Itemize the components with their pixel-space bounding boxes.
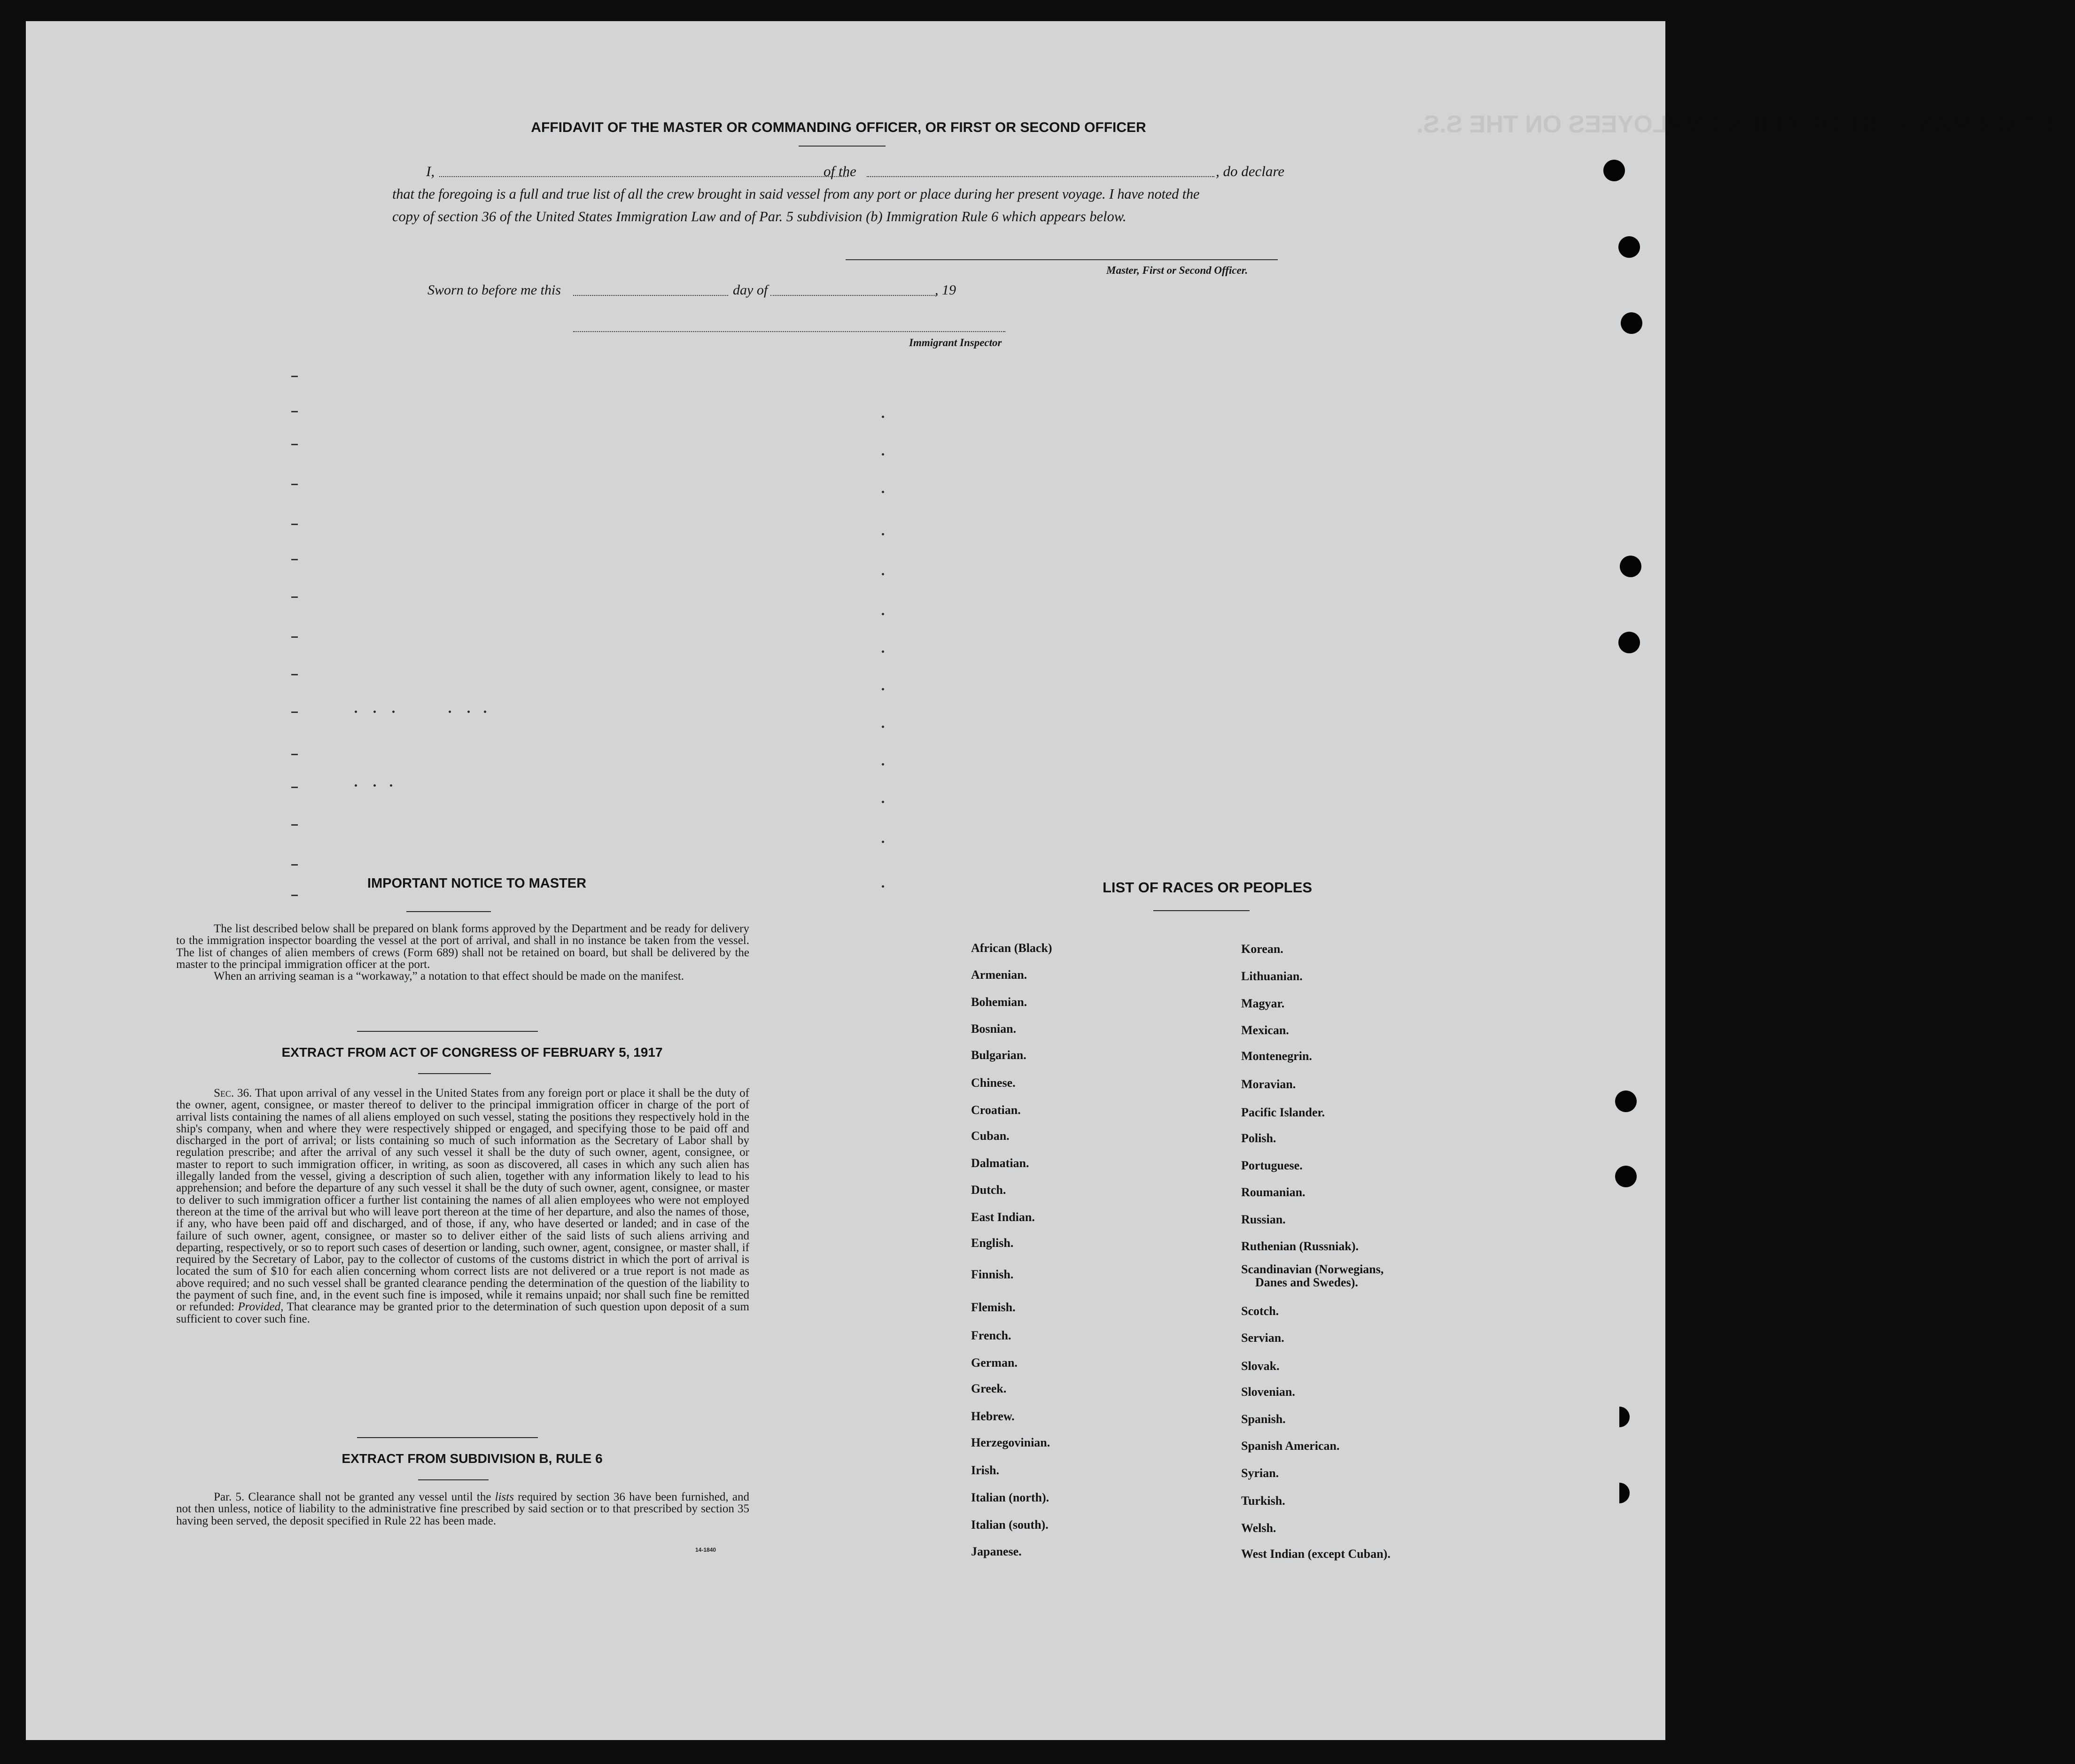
stray-dot (882, 763, 884, 766)
race-item: West Indian (except Cuban). (1241, 1547, 1391, 1561)
notice-paragraph-1: The list described below shall be prepared on blank forms approved by the Department and be ready for delivery to the immigration inspector boarding the vessel at the port of arrival, and shall in no instance be taken from the vessel. The list of changes of alien members of crews (Form 689) shall not be retained on board, but shall be delivered by the master to the principal immigration officer at the port. (176, 922, 749, 971)
stray-dot (882, 416, 884, 418)
stray-dot (390, 784, 392, 787)
notice-title-rule (406, 911, 491, 912)
race-item: Herzegovinian. (971, 1436, 1050, 1449)
affidavit-declare: , do declare (1216, 163, 1285, 179)
race-item: Spanish. (1241, 1412, 1286, 1426)
row-tick (291, 712, 298, 713)
stray-dot (882, 491, 884, 493)
stray-dot (882, 885, 884, 888)
notice-paragraph-2: When an arriving seaman is a “workaway,” a notation to that effect should be made on the manifest. (214, 970, 684, 983)
race-item: Servian. (1241, 1331, 1284, 1345)
stray-dot (355, 784, 357, 787)
act-top-rule (357, 1031, 538, 1032)
act-title-rule (418, 1073, 491, 1074)
sworn-month-field (770, 295, 937, 296)
row-tick (291, 596, 298, 598)
rule-text-b: required by section 36 have been furnished, and not then unless, notice of liability to the administrative fine prescribed by said section or to that prescribed by section 35 having been served, the deposit specified in Rule 22 has been made. (176, 1491, 749, 1527)
race-item: Turkish. (1241, 1494, 1285, 1508)
affidavit-title: AFFIDAVIT OF THE MASTER OR COMMANDING OFFICER, OR FIRST OR SECOND OFFICER (531, 120, 1146, 135)
race-item: Scotch. (1241, 1304, 1279, 1318)
act-body (176, 1087, 749, 1325)
affidavit-name-field (439, 176, 848, 177)
race-item: Ruthenian (Russniak). (1241, 1239, 1359, 1253)
stray-dot (882, 533, 884, 535)
stray-dot (355, 711, 357, 713)
rule-title-rule (418, 1479, 489, 1480)
punch-hole (1615, 1091, 1637, 1112)
punch-hole (1618, 632, 1640, 653)
document-page (26, 21, 2075, 1740)
stray-dot (882, 688, 884, 690)
stray-dot (882, 726, 884, 728)
race-item: Croatian. (971, 1103, 1021, 1117)
race-item: Bohemian. (971, 995, 1027, 1009)
act-title: EXTRACT FROM ACT OF CONGRESS OF FEBRUARY 5, 1917 (281, 1045, 663, 1060)
race-item: Italian (north). (971, 1491, 1049, 1504)
row-tick (291, 674, 298, 675)
rule-title: EXTRACT FROM SUBDIVISION B, RULE 6 (342, 1451, 603, 1466)
row-tick (291, 636, 298, 638)
race-item: Bulgarian. (971, 1048, 1026, 1062)
race-item: Moravian. (1241, 1077, 1296, 1091)
row-tick (291, 787, 298, 788)
stray-dot (449, 711, 451, 713)
race-item: Russian. (1241, 1213, 1286, 1226)
race-item: Bosnian. (971, 1022, 1017, 1036)
punch-hole (1603, 160, 1625, 181)
race-item: Mexican. (1241, 1023, 1289, 1037)
row-tick (291, 376, 298, 377)
act-section-label: Sec. 36. (214, 1087, 252, 1099)
race-item: Scandinavian (Norwegians, (1241, 1262, 1384, 1276)
stray-dot (882, 841, 884, 843)
race-item: Greek. (971, 1382, 1007, 1395)
row-tick (291, 559, 298, 560)
race-item: Slovak. (1241, 1359, 1280, 1373)
race-item: Lithuanian. (1241, 969, 1303, 983)
rule-text-a: Par. 5. Clearance shall not be granted any vessel until the (214, 1491, 495, 1503)
race-item: Spanish American. (1241, 1439, 1340, 1453)
race-item: Syrian. (1241, 1466, 1279, 1480)
rule-body (176, 1491, 749, 1527)
stray-dot (392, 711, 395, 713)
master-signature-line (846, 259, 1278, 260)
row-tick (291, 754, 298, 755)
inspector-caption: Immigrant Inspector (909, 337, 1002, 348)
stray-dot (882, 801, 884, 803)
punch-hole (1615, 1166, 1637, 1187)
bleed-through-text: LIST OR MANIFEST OF ALIEN EMPLOYEES ON THE S.S. (1416, 111, 2075, 138)
race-item: Roumanian. (1241, 1185, 1306, 1199)
race-item: Flemish. (971, 1300, 1016, 1314)
row-tick (291, 444, 298, 445)
master-signature-caption: Master, First or Second Officer. (1106, 264, 1248, 276)
stray-dot (882, 613, 884, 615)
race-item: Korean. (1241, 942, 1283, 956)
affidavit-vessel-field (867, 176, 1214, 177)
act-text-a: That upon arrival of any vessel in the United States from any foreign port or place it shall be the duty of the owner, agent, consignee, or master thereof to deliver to the principal immigration officer in charge of the port of arrival lists containing the names of all aliens employed on such vessel, stating the positions they respectively hold in the ship's company, when and where they were respectively shipped or engaged, and specifying those to be paid off and discharged in the port of arrival; or lists containing so much of such information as the Secretary of Labor shall by regulation prescribe; and after the arrival of any such vessel it shall be the duty of such owner, agent, consignee, or master to report to such immigration officer, in writing, as soon as discovered, all cases in which any such alien has illegally landed from the vessel, giving a description of such alien, together with any information likely to lead to his apprehension; and before the departure of any such vessel it shall be the duty of such owner, agent, consignee, or master to deliver to such immigration officer a further list containing the names of all alien employees who were not employed thereon at the time of the arrival but who will leave port thereon at the time of her departure, and also the names of those, if any, who have been paid off and discharged, and of those, if any, who have deserted or landed; and in case of the failure of such owner, agent, consignee, or master so to deliver either of the said lists of such aliens arriving and departing, respectively, or so to report such cases of desertion or landing, such owner, agent, consignee, or master shall, if required by the Secretary of Labor, pay to the collector of customs of the customs district in which the port of arrival is located the sum of $10 for each alien concerning whom correct lists are not delivered or a true report is not made as above required; and no such vessel shall be granted clearance pending the determination of the question of the liability to the payment of such fine, and, in the event such fine is imposed, while it remains unpaid; nor shall such fine be remitted or refunded: (176, 1087, 750, 1314)
race-item: Pacific Islander. (1241, 1106, 1325, 1119)
stray-dot (484, 711, 486, 713)
race-item: Chinese. (971, 1076, 1016, 1090)
race-item: Hebrew. (971, 1409, 1015, 1423)
stray-dot (373, 711, 376, 713)
stray-dot (882, 650, 884, 653)
race-item: Cuban. (971, 1129, 1010, 1143)
affidavit-title-rule (799, 146, 886, 147)
row-tick (291, 411, 298, 412)
sworn-day-field (573, 295, 728, 296)
row-tick (291, 864, 298, 866)
race-item: English. (971, 1236, 1014, 1250)
race-item: French. (971, 1329, 1011, 1342)
sworn-prefix: Sworn to before me this (427, 282, 561, 298)
affidavit-line2: that the foregoing is a full and true list of all the crew brought in said vessel from any port or place during her present voyage. I have noted the (392, 186, 1200, 202)
punch-hole (1618, 236, 1640, 258)
affidavit-of-the: of the (824, 163, 856, 179)
stray-dot (467, 711, 470, 713)
race-item: Japanese. (971, 1545, 1022, 1558)
stray-dot (882, 453, 884, 456)
races-title: LIST OF RACES OR PEOPLES (1102, 879, 1313, 896)
row-tick (291, 524, 298, 525)
race-item: Montenegrin. (1241, 1049, 1312, 1063)
stray-dot (882, 573, 884, 575)
notice-title: IMPORTANT NOTICE TO MASTER (367, 876, 587, 891)
stray-dot (373, 784, 376, 787)
affidavit-line3: copy of section 36 of the United States Immigration Law and of Par. 5 subdivision (b) Immigration Rule 6 which appears below. (392, 209, 1127, 224)
row-tick (291, 484, 298, 485)
race-item: Irish. (971, 1463, 999, 1477)
row-tick (291, 895, 298, 896)
sworn-year: , 19 (935, 282, 956, 298)
race-item: Slovenian. (1241, 1385, 1295, 1399)
act-text-b: That clearance may be granted prior to the determination of such question upon deposit of a sum sufficient to cover such fine. (176, 1300, 749, 1325)
sworn-day-of: day of (733, 282, 768, 298)
form-number: 14-1840 (695, 1547, 716, 1553)
act-provided: Provided, (238, 1300, 284, 1314)
race-item: Magyar. (1241, 997, 1285, 1010)
punch-hole (1621, 312, 1642, 334)
race-item: African (Black) (971, 941, 1052, 955)
race-item: Italian (south). (971, 1518, 1049, 1532)
punch-hole (1620, 556, 1641, 577)
row-tick (291, 824, 298, 826)
race-item: Polish. (1241, 1131, 1276, 1145)
race-item: Finnish. (971, 1268, 1014, 1281)
races-title-rule (1153, 910, 1250, 911)
affidavit-i: I, (426, 163, 435, 179)
notice-body (176, 923, 749, 982)
race-item: Dalmatian. (971, 1156, 1029, 1170)
race-item: Dutch. (971, 1183, 1006, 1197)
race-item: German. (971, 1356, 1018, 1369)
inspector-signature-line (573, 331, 1005, 332)
rule-lists: lists (495, 1491, 514, 1503)
race-item: East Indian. (971, 1210, 1035, 1224)
race-item: Armenian. (971, 968, 1027, 982)
race-item: Danes and Swedes). (1255, 1276, 1358, 1289)
rule-top-rule (357, 1437, 538, 1438)
race-item: Welsh. (1241, 1521, 1276, 1535)
race-item: Portuguese. (1241, 1159, 1303, 1172)
